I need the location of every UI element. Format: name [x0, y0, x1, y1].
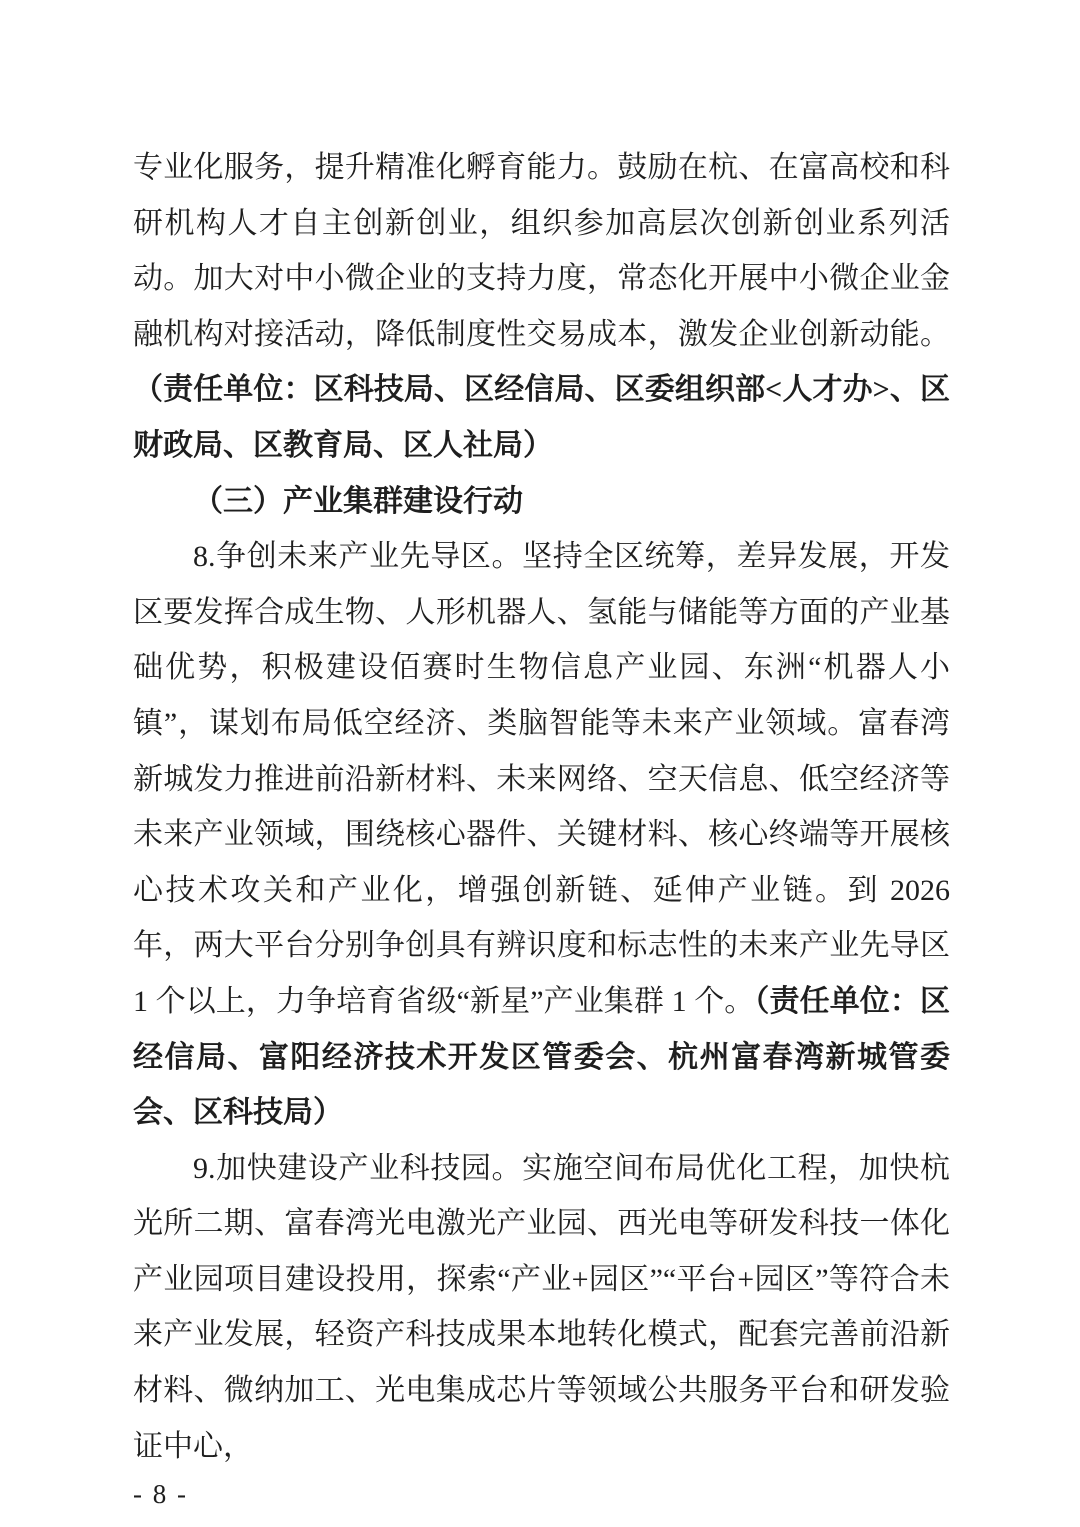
text-segment: 9.加快建设产业科技园。实施空间布局优化工程，加快杭光所二期、富春湾光电激光产业园、西光电等研发科技一体化产业园项目建设投用，探索“产业+园区”“平台+园区”等符合未来产业发展，轻资产科技成果本地转化模式，配套完善前沿新材料、微纳加工、光电集成芯片等领域公共服务平台和研发验证中心， [133, 1151, 950, 1463]
text-segment-bold: （责任单位：区科技局、区经信局、区委组织部<人才办>、区财政局、区教育局、区人社局） [133, 373, 950, 462]
text-segment: 专业化服务，提升精准化孵育能力。鼓励在杭、在富高校和科研机构人才自主创新创业，组织参加高层次创新创业系列活动。加大对中小微企业的支持力度，常态化开展中小微企业金融机构对接活动，降低制度性交易成本，激发企业创新动能。 [133, 151, 950, 351]
para-continuation-7 [133, 140, 950, 474]
text-segment: 8.争创未来产业先导区。坚持全区统筹，差异发展，开发区要发挥合成生物、人形机器人、氢能与储能等方面的产业基础优势，积极建设佰赛时生物信息产业园、东洲“机器人小镇”，谋划布局低空经济、类脑智能等未来产业领域。富春湾新城发力推进前沿新材料、未来网络、空天信息、低空经济等未来产业领域，围绕核心器件、关键材料、核心终端等开展核心技术攻关和产业化，增强创新链、延伸产业链。到 2026 年，两大平台分别争创具有辨识度和标志性的未来产业先导区 1 个以上，力争培育省级“新星”产业集群 1 个。 [133, 540, 950, 1018]
para-item-9 [133, 1141, 950, 1475]
para-item-8 [133, 529, 950, 1141]
heading-section-3 [133, 474, 950, 530]
text-segment-bold: （三）产业集群建设行动 [193, 484, 523, 518]
text-segment-bold: （责任单位：区经信局、富阳经济技术开发区管委会、杭州富春湾新城管委会、区科技局） [133, 984, 950, 1130]
page-number: - 8 - [133, 1479, 188, 1510]
document-body [133, 140, 950, 1474]
